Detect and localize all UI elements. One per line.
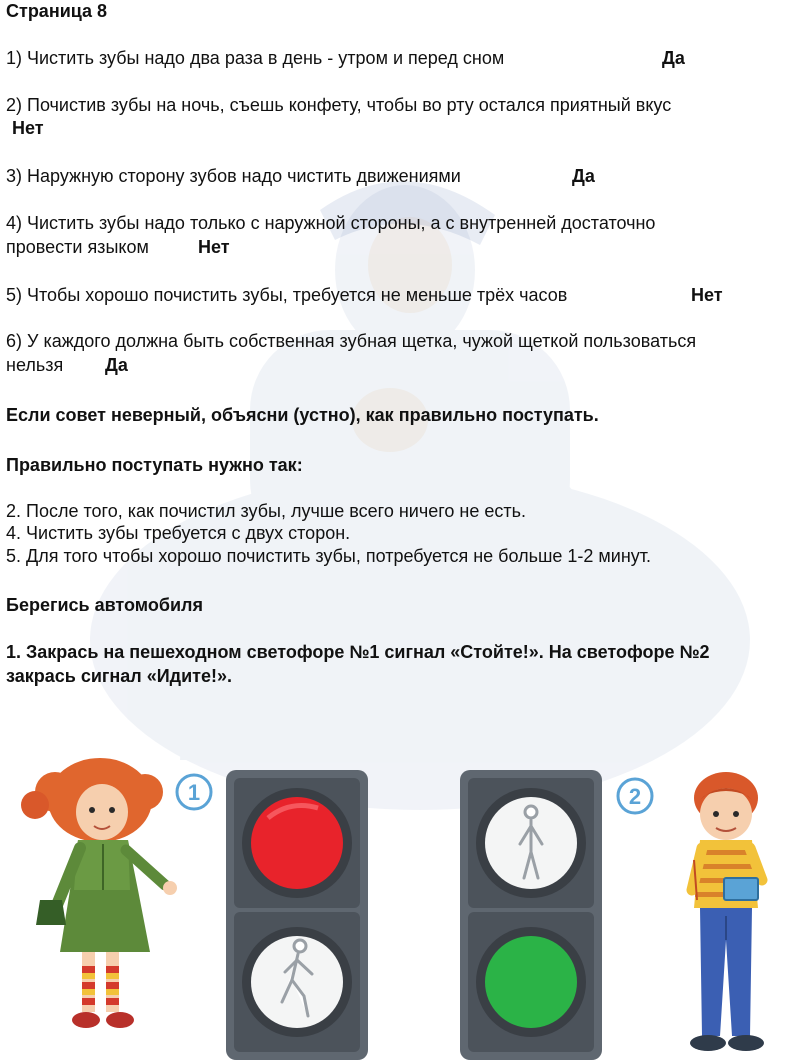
page-title: Страница 8 bbox=[6, 1, 108, 21]
answer-1: Да bbox=[662, 48, 685, 68]
traffic-light-illustration bbox=[0, 740, 800, 1064]
answer-5: Нет bbox=[691, 285, 723, 305]
question-2: 2) Почистив зубы на ночь, съешь конфету, чтобы во рту остался приятный вкус bbox=[6, 95, 672, 115]
question-6-line-2: нельзя bbox=[6, 355, 64, 375]
section-title: Берегись автомобиля bbox=[6, 595, 203, 615]
traffic-light-2 bbox=[460, 770, 652, 1060]
answer-4: Нет bbox=[198, 237, 230, 257]
traffic-light-1-number: 1 bbox=[187, 780, 201, 805]
green-signal-light bbox=[485, 936, 577, 1028]
question-6-line-1: 6) У каждого должна быть собственная зубная щетка, чужой щеткой пользоваться bbox=[6, 331, 697, 351]
red-signal-light bbox=[251, 797, 343, 889]
question-4-line-2: провести языком bbox=[6, 237, 149, 257]
answer-3: Да bbox=[572, 166, 595, 186]
traffic-light-1 bbox=[177, 770, 368, 1060]
answer-6: Да bbox=[105, 355, 128, 375]
answer-2: Нет bbox=[12, 118, 44, 138]
correction-1: 2. После того, как почистил зубы, лучше всего ничего не есть. bbox=[6, 501, 527, 521]
correct-heading: Правильно поступать нужно так: bbox=[6, 455, 303, 475]
question-5: 5) Чтобы хорошо почистить зубы, требуется не меньше трёх часов bbox=[6, 285, 568, 305]
traffic-light-2-number: 2 bbox=[628, 784, 642, 809]
girl-illustration bbox=[21, 758, 177, 1028]
correction-2: 4. Чистить зубы требуется с двух сторон. bbox=[6, 523, 351, 543]
question-1: 1) Чистить зубы надо два раза в день - утром и перед сном bbox=[6, 48, 505, 68]
correction-3: 5. Для того чтобы хорошо почистить зубы, потребуется не больше 1-2 минут. bbox=[6, 546, 652, 566]
question-4-line-1: 4) Чистить зубы надо только с наружной стороны, а с внутренней достаточно bbox=[6, 213, 656, 233]
question-3: 3) Наружную сторону зубов надо чистить движениями bbox=[6, 166, 461, 186]
task-line-2: закрась сигнал «Идите!». bbox=[6, 666, 232, 686]
task-line-1: 1. Закрась на пешеходном светофоре №1 сигнал «Стойте!». На светофоре №2 bbox=[6, 642, 710, 662]
instruction: Если совет неверный, объясни (устно), как правильно поступать. bbox=[6, 405, 599, 425]
boy-illustration bbox=[690, 772, 764, 1051]
